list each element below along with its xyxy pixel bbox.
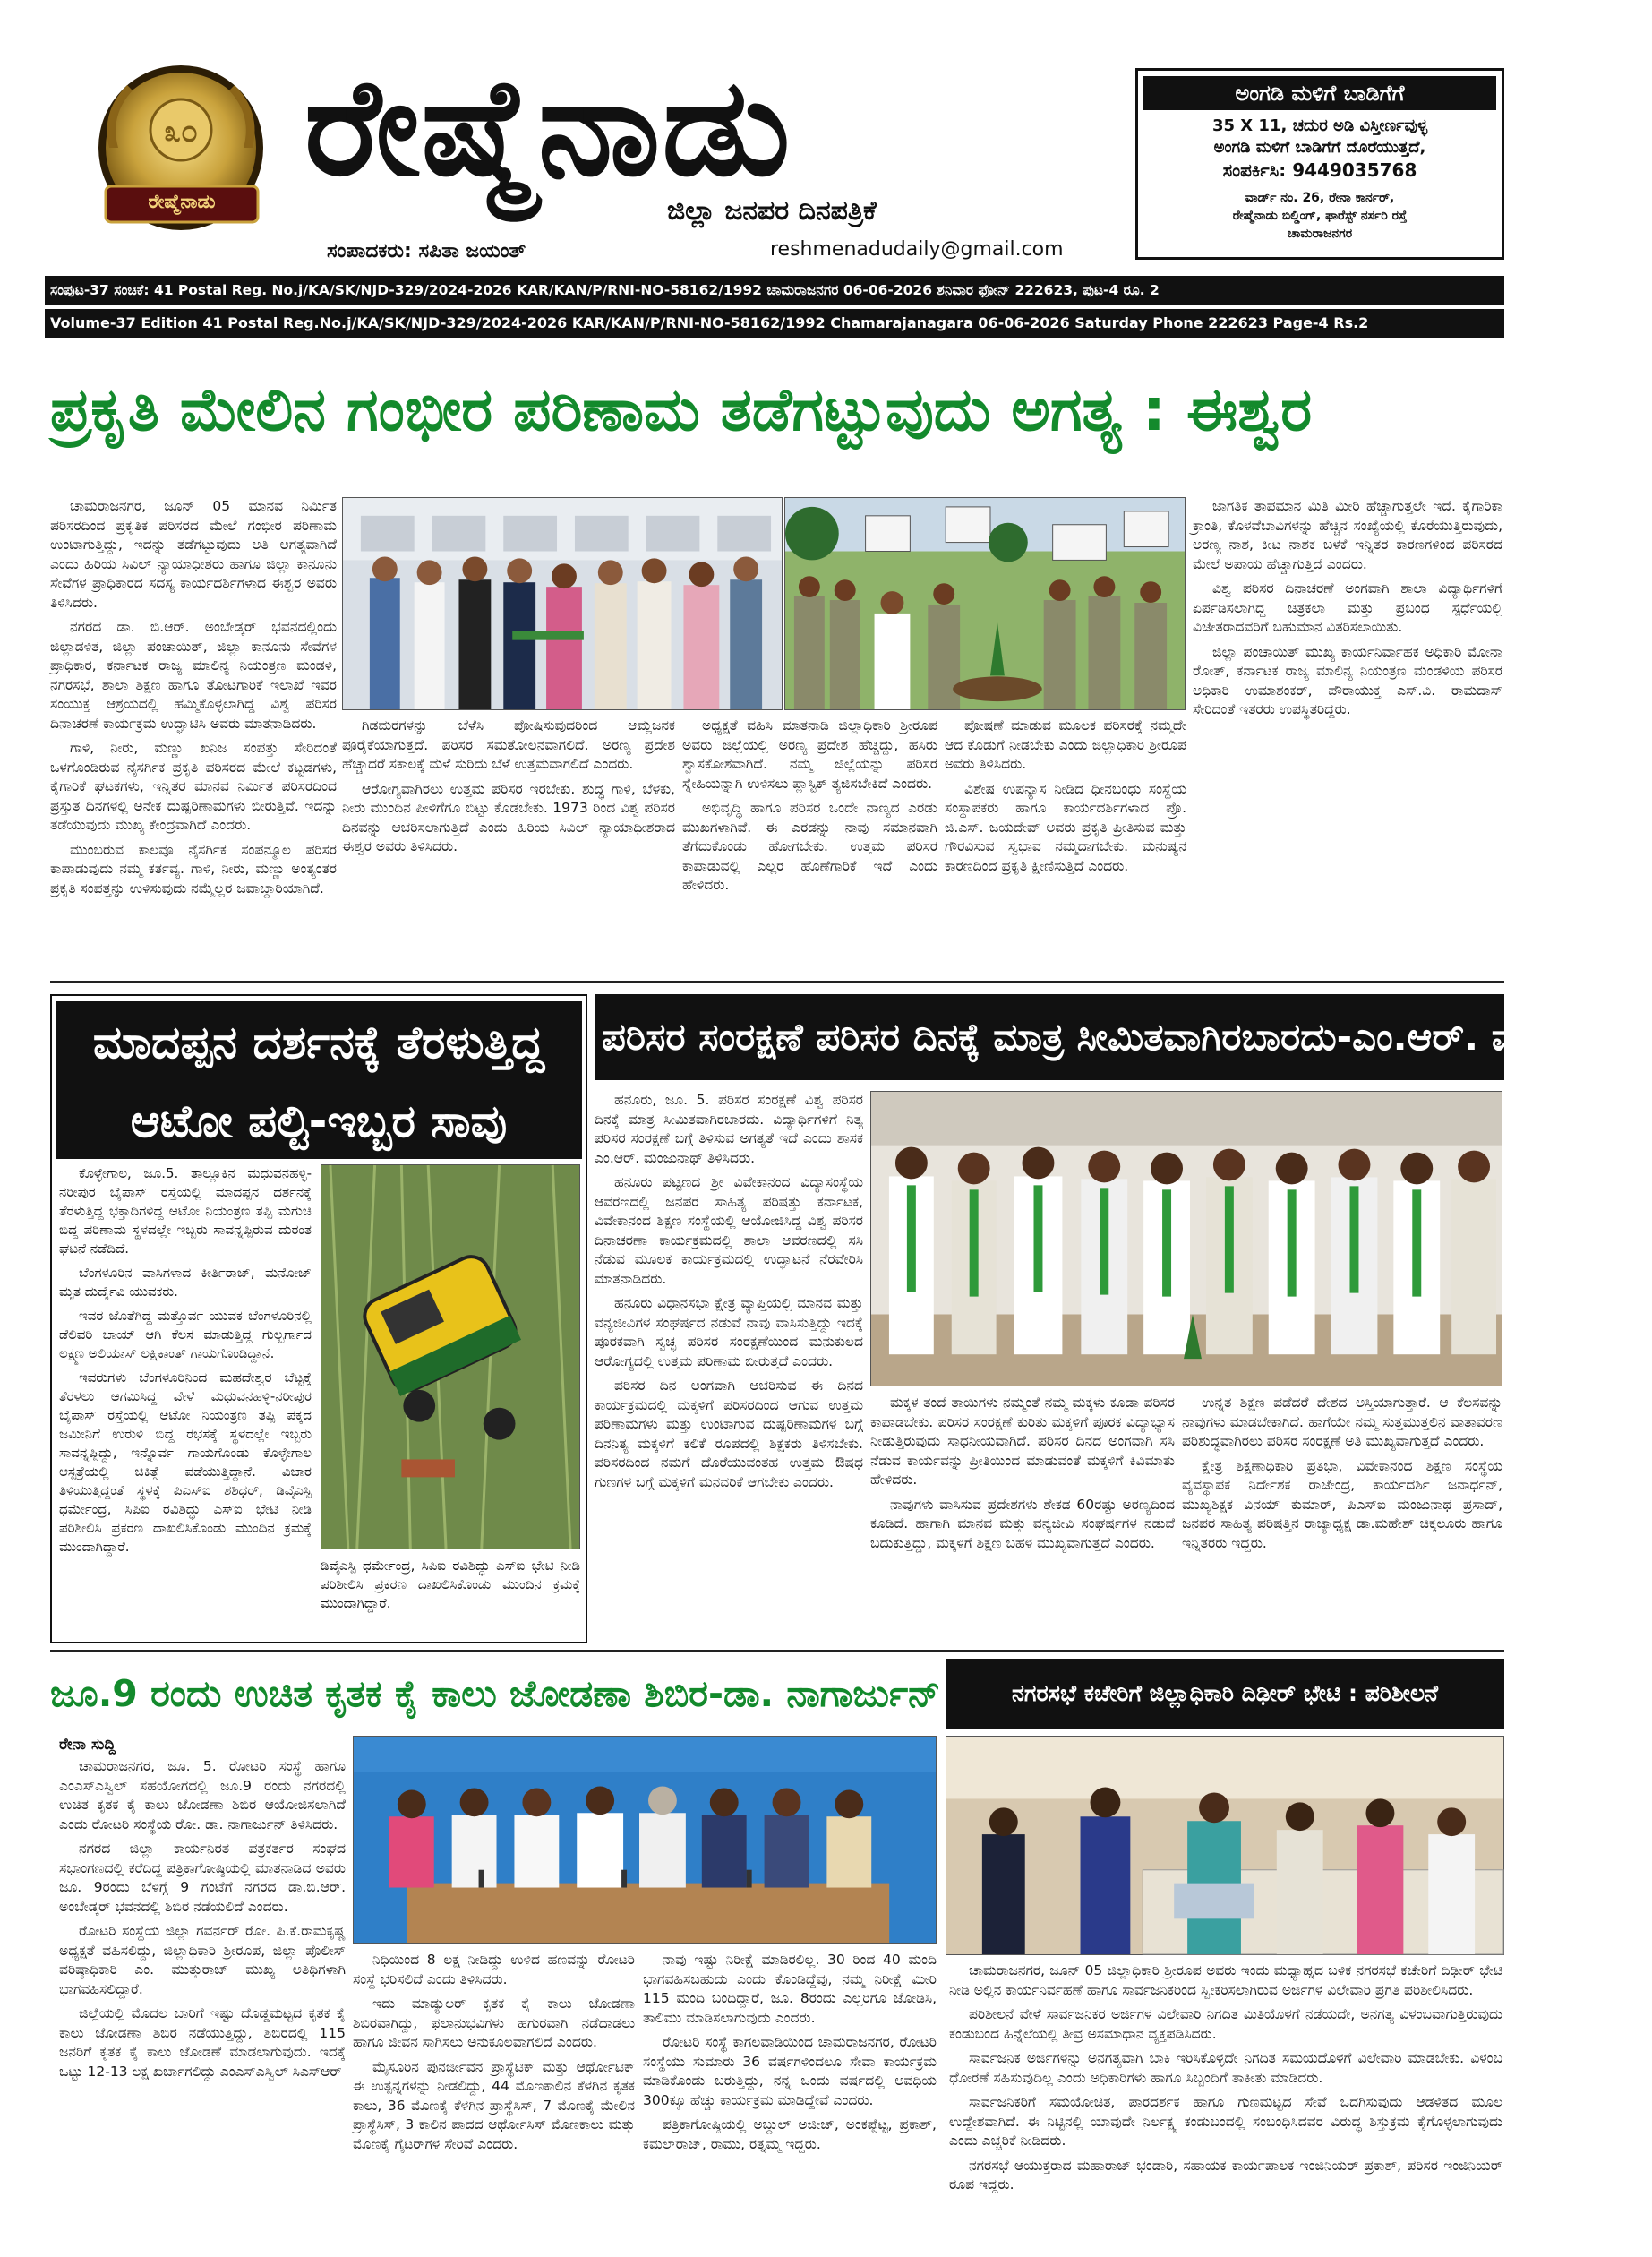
env-column-3 <box>1182 1394 1502 1628</box>
editor-name: ಸಂಪಾದಕರು: ಸಪಿತಾ ಜಯಂತ್ <box>327 240 526 262</box>
paragraph: ಇವರುಗಳು ಬೆಂಗಳೂರಿನಿಂದ ಮಹದೇಶ್ವರ ಬೆಟ್ಟಕ್ಕೆ ತೆರಳಲು ಆಗಮಿಸಿದ್ದ ವೇಳೆ ಮಧುವನಹಳ್ಳಿ-ನರೀಪುರ ಬೈಪಾಸ್ ರಸ್ತೆಯಲ್ಲಿ ಆಟೋ ನಿಯಂತ್ರಣ ತಪ್ಪಿ ಪಕ್ಕದ ಜಮೀನಿಗೆ ಉರುಳಿ ಬಿದ್ದ ರಭಸಕ್ಕೆ ಸ್ಥಳದಲ್ಲೇ ಇಬ್ಬರು ಸಾವನ್ನಪ್ಪಿದ್ದು, ಇನ್ನೊರ್ವ ಗಾಯಗೊಂಡು ಕೊಳ್ಳೇಗಾಲ ಆಸ್ಪತ್ರೆಯಲ್ಲಿ ಚಿಕಿತ್ಸೆ ಪಡೆಯುತ್ತಿದ್ದಾನೆ. ವಿಚಾರ ತಿಳಿಯುತ್ತಿದ್ದಂತೆ ಸ್ಥಳಕ್ಕೆ ಪಿಎಸ್ಐ ಶಶಿಧರ್, ಡಿವೈಎಸ್ಪಿ ಧರ್ಮೇಂದ್ರ, ಸಿಪಿಐ ರವಿಶಿದ್ಧು ಎಸ್‌ಐ ಭೇಟಿ ನೀಡಿ ಪರಿಶೀಲಿಸಿ ಪ್ರಕರಣ ದಾಖಲಿಸಿಕೊಂಡು ಮುಂದಿನ ಕ್ರಮಕ್ಕೆ ಮುಂದಾಗಿದ್ದಾರೆ. <box>59 1369 312 1555</box>
email-address[interactable]: reshmenadudaily@gmail.com <box>770 238 1064 261</box>
paragraph: ನಾವುಗಳು ವಾಸಿಸುವ ಪ್ರದೇಶಗಳು ಶೇಕಡ 60ರಷ್ಟು ಅರಣ್ಯದಿಂದ ಕೂಡಿದೆ. ಹಾಗಾಗಿ ಮಾನವ ಮತ್ತು ವನ್ಯಜೀವಿ ಸಂಘರ್ಷಗಳ ನಡುವೆ ಬದುಕುತ್ತಿದ್ದು, ಮಕ್ಕಳಿಗೆ ಶಿಕ್ಷಣ ಬಹಳ ಮುಖ್ಯವಾಗುತ್ತದೆ ಎಂದರು. <box>870 1496 1175 1551</box>
main-headline: ಪ್ರಕೃತಿ ಮೇಲಿನ ಗಂಭೀರ ಪರಿಣಾಮ ತಡೆಗಟ್ಟುವುದು ಅಗತ್ಯ : ಈಶ್ವರ <box>50 375 1313 444</box>
ad-address-1: ವಾರ್ಡ್ ನಂ. 26, ರೇನಾ ಕಾರ್ನರ್, <box>1245 191 1395 205</box>
rental-ad-box <box>1135 68 1504 260</box>
paragraph: ಜಿಲ್ಲೆಯಲ್ಲಿ ಮೊದಲ ಬಾರಿಗೆ ಇಷ್ಟು ದೊಡ್ಡಮಟ್ಟದ ಕೃತಕ ಕೈ ಕಾಲು ಜೋಡಣಾ ಶಿಬಿರ ನಡೆಯುತ್ತಿದ್ದು, ಶಿಬಿರದಲ್ಲಿ 115 ಜನರಿಗೆ ಕೃತಕ ಕೈ ಕಾಲು ಜೋಡಣೆ ಮಾಡಲಾಗುವುದು. ಇದಕ್ಕೆ ಒಟ್ಟು 12-13 ಲಕ್ಷ ಖರ್ಚಾಗಲಿದ್ದು ಎಂಎಸ್ಎಸ್ವಿಲ್ ಸಿಎಸ್ಆರ್ <box>59 2005 346 2080</box>
info-bar-english: Volume-37 Edition 41 Postal Reg.No.j/KA/SK/NJD-329/2024-2026 KAR/KAN/P/RNI-NO-58162/1992 Chamarajanagara 06-06-2026 Saturday Phone 222623 Page-4 Rs.2 <box>45 309 1504 338</box>
paragraph: ಕ್ಷೇತ್ರ ಶಿಕ್ಷಣಾಧಿಕಾರಿ ಪ್ರತಿಭಾ, ವಿವೇಕಾನಂದ ಶಿಕ್ಷಣ ಸಂಸ್ಥೆಯ ವ್ಯವಸ್ಥಾಪಕ ನಿರ್ದೇಶಕ ರಾಜೇಂದ್ರ, ಕಾರ್ಯದರ್ಶಿ ಜನಾರ್ಧನ್, ಮುಖ್ಯಶಿಕ್ಷಕ ವಿನಯ್ ಕುಮಾರ್, ಪಿಎಸ್ಐ ಮಂಜುನಾಥ ಪ್ರಸಾದ್, ಜನಪರ ಸಾಹಿತ್ಯ ಪರಿಷತ್ತಿನ ರಾಜ್ಯಾಧ್ಯಕ್ಷ ಡಾ.ಮಹೇಶ್ ಚಿಕ್ಕಲೂರು ಹಾಗೂ ಇನ್ನಿತರರು ಇದ್ದರು. <box>1182 1457 1502 1551</box>
accident-body <box>59 1164 312 1635</box>
paragraph: ರೋಟರಿ ಸಂಸ್ಥೆ ಕಾಗಲವಾಡಿಯಿಂದ ಚಾಮರಾಜನಗರ, ರೋಟರಿ ಸಂಸ್ಥೆಯು ಸುಮಾರು 36 ವರ್ಷಗಳಿಂದಲೂ ಸೇವಾ ಕಾರ್ಯಕ್ರಮ ಮಾಡಿಕೊಂಡು ಬರುತ್ತಿದ್ದು, ನನ್ನ ಒಂದು ವರ್ಷದಲ್ಲಿ ಅವಧಿಯ 300ಕ್ಕೂ ಹೆಚ್ಚು ಕಾರ್ಯಕ್ರಮ ಮಾಡಿದ್ದೇವೆ ಎಂದರು. <box>643 2034 937 2108</box>
limb-byline: ರೇನಾ ಸುದ್ದಿ <box>59 1736 116 1754</box>
paragraph: ಪೋಷಣೆ ಮಾಡುವ ಮೂಲಕ ಪರಿಸರಕ್ಕೆ ನಮ್ಮದೇ ಆದ ಕೊಡುಗೆ ನೀಡಬೇಕು ಎಂದು ಜಿಲ್ಲಾಧಿಕಾರಿ ಶ್ರೀರೂಪ ಅವರು ತಿಳಿಸಿದರು. <box>945 717 1186 772</box>
paragraph: ಚಾಮರಾಜನಗರ, ಜೂನ್ 05 ಜಿಲ್ಲಾಧಿಕಾರಿ ಶ್ರೀರೂಪ ಅವರು ಇಂದು ಮಧ್ಯಾಹ್ನದ ಬಳಿಕ ನಗರಸಭೆ ಕಚೇರಿಗೆ ದಿಢೀರ್ ಭೇಟಿ ನೀಡಿ ಅಲ್ಲಿನ ಕಾರ್ಯನಿರ್ವಹಣೆ ಹಾಗೂ ಸಾರ್ವಜನಿಕರಿಂದ ಸ್ವೀಕರಿಸಲಾಗಿರುವ ಅರ್ಜಿಗಳ ವಿಲೇವಾರಿ ಪ್ರಗತಿ ಪರಿಶೀಲಿಸಿದರು. <box>949 1962 1502 1998</box>
ad-line-1: 35 X 11, ಚದುರ ಅಡಿ ವಿಸ್ತೀರ್ಣವುಳ್ಳ <box>1211 116 1428 135</box>
info-bar-kannada: ಸಂಪುಟ-37 ಸಂಚಿಕೆ: 41 Postal Reg. No.j/KA/SK/NJD-329/2024-2026 KAR/KAN/P/RNI-NO-58162/1992 ಚಾಮರಾಜನಗರ 06-06-2026 ಶನಿವಾರ ಫೋನ್ 222623, ಪುಟ-4 ರೂ. 2 <box>45 276 1504 305</box>
dc-body <box>949 1961 1502 2248</box>
section-divider <box>50 981 1504 983</box>
paragraph: ಮುಂಬರುವ ಕಾಲವೂ ನೈಸರ್ಗಿಕ ಸಂಪನ್ಮೂಲ ಪರಿಸರ ಕಾಪಾಡುವುದು ನಮ್ಮ ಕರ್ತವ್ಯ. ಗಾಳಿ, ನೀರು, ಮಣ್ಣು ಅಂತ್ಯಂತರ ಪ್ರಕೃತಿ ಸಂಪತ್ತನ್ನು ಉಳಿಸುವುದು ನಮ್ಮೆಲ್ಲರ ಜವಾಬ್ದಾರಿಯಾಗಿದೆ. <box>50 841 337 897</box>
photo-env-group <box>870 1091 1502 1386</box>
env-headline: ಪರಿಸರ ಸಂರಕ್ಷಣೆ ಪರಿಸರ ದಿನಕ್ಕೆ ಮಾತ್ರ ಸೀಮಿತವಾಗಿರಬಾರದು-ಎಂ.ಆರ್. ಮಂಜುನಾಥ್ <box>602 1015 1652 1059</box>
svg-text:೩೦: ೩೦ <box>163 114 199 150</box>
photo-press-meet <box>353 1736 937 1944</box>
emblem-label: ರೇಷ್ಮೆನಾಡು <box>148 191 216 212</box>
paragraph: ಇವರ ಜೊತೆಗಿದ್ದ ಮತ್ತೊರ್ವ ಯುವಕ ಬೆಂಗಳೂರಿನಲ್ಲಿ ಡೆಲಿವರಿ ಬಾಯ್ ಆಗಿ ಕೆಲಸ ಮಾಡುತ್ತಿದ್ದ ಗುಲ್ಬರ್ಗಾದ ಲಕ್ಷ್ಮಣ ಅಲಿಯಾಸ್ ಲಕ್ಷಿಕಾಂತ್ ಗಾಯಗೊಂಡಿದ್ದಾನೆ. <box>59 1308 312 1361</box>
paragraph: ಪರಿಸರ ದಿನ ಅಂಗವಾಗಿ ಆಚರಿಸುವ ಈ ದಿನದ ಕಾರ್ಯಕ್ರಮದಲ್ಲಿ ಮಕ್ಕಳಿಗೆ ಪರಿಸರದಿಂದ ಆಗುವ ಉತ್ತಮ ಪರಿಣಾಮಗಳು ಮತ್ತು ಉಂಟಾಗುವ ದುಷ್ಪರಿಣಾಮಗಳ ಬಗ್ಗೆ ದಿನನಿತ್ಯ ಮಕ್ಕಳಿಗೆ ಕಲಿಕೆ ರೂಪದಲ್ಲಿ ಶಿಕ್ಷಕರು ತಿಳಿಸಬೇಕು. ಪರಿಸರದಿಂದ ನಮಗೆ ದೊರೆಯುವಂತಹ ಉತ್ತಮ ಔಷಧ ಗುಣಗಳ ಬಗ್ಗೆ ಮಕ್ಕಳಿಗೆ ಮನವರಿಕೆ ಆಗಬೇಕು ಎಂದರು. <box>595 1377 863 1490</box>
paragraph: ಸಾರ್ವಜನಿಕರಿಗೆ ಸಮಯೋಚಿತ, ಪಾರದರ್ಶಕ ಹಾಗೂ ಗುಣಮಟ್ಟದ ಸೇವೆ ಒದಗಿಸುವುದು ಆಡಳಿತದ ಮೂಲ ಉದ್ದೇಶವಾಗಿದೆ. ಈ ನಿಟ್ಟಿನಲ್ಲಿ ಯಾವುದೇ ನಿರ್ಲಕ್ಷ್ಯ ಕಂಡುಬಂದಲ್ಲಿ ಸಂಬಂಧಿಸಿದವರ ವಿರುದ್ಧ ಶಿಸ್ತುಕ್ರಮ ಕೈಗೊಳ್ಳಲಾಗುವುದು ಎಂದು ಎಚ್ಚರಿಕೆ ನೀಡಿದರು. <box>949 2094 1502 2149</box>
limb-camp-headline: ಜೂ.9 ರಂದು ಉಚಿತ ಕೃತಕ ಕೈ ಕಾಲು ಜೋಡಣಾ ಶಿಬಿರ-ಡಾ. ನಾಗಾರ್ಜುನ್ <box>50 1672 941 1715</box>
paragraph: ನಾವು ಇಷ್ಟು ನಿರೀಕ್ಷೆ ಮಾಡಿರಲಿಲ್ಲ. 30 ರಿಂದ 40 ಮಂದಿ ಭಾಗವಹಿಸಬಹುದು ಎಂದು ಕೊಂಡಿದ್ದೆವು, ನಮ್ಮ ನಿರೀಕ್ಷೆ ಮೀರಿ 115 ಮಂದಿ ಬಂದಿದ್ದಾರೆ, ಜೂ. 8ರಂದು ಎಲ್ಲರಿಗೂ ಜೋಡಿಸಿ, ತಾಲಿಮು ಮಾಡಿಸಲಾಗುವುದು ಎಂದರು. <box>643 1952 937 2026</box>
limb-column-3 <box>643 1951 937 2248</box>
paragraph: ಮಕ್ಕಳ ತಂದೆ ತಾಯಿಗಳು ನಮ್ಮಂತೆ ನಮ್ಮ ಮಕ್ಕಳು ಕೂಡಾ ಪರಿಸರ ಕಾಪಾಡಬೇಕು. ಪರಿಸರ ಸಂರಕ್ಷಣೆ ಕುರಿತು ಮಕ್ಕಳಿಗೆ ಪೂರಕ ವಿದ್ಯಾಭ್ಯಾಸ ನೀಡುತ್ತಿರುವುದು ಸಾಧನೀಯವಾಗಿದೆ. ಪರಿಸರ ದಿನದ ಅಂಗವಾಗಿ ಸಸಿ ನೆಡುವ ಕಾರ್ಯವನ್ನು ಪ್ರೀತಿಯಿಂದ ಮಾಡುವಂತೆ ಮಕ್ಕಳಿಗೆ ಕಿವಿಮಾತು ಹೇಳಿದರು. <box>870 1395 1175 1488</box>
photo-overturned-auto <box>321 1164 580 1549</box>
env-column-2 <box>870 1394 1175 1628</box>
paragraph: ಜಾಗತಿಕ ತಾಪಮಾನ ಮಿತಿ ಮೀರಿ ಹೆಚ್ಚಾಗುತ್ತಲೇ ಇದೆ. ಕೈಗಾರಿಕಾ ಕ್ರಾಂತಿ, ಕೊಳವೆಬಾವಿಗಳನ್ನು ಹೆಚ್ಚಿನ ಸಂಖ್ಯೆಯಲ್ಲಿ ಕೊರೆಯುತ್ತಿರುವುದು, ಅರಣ್ಯ ನಾಶ, ಕೀಟ ನಾಶಕ ಬಳಕೆ ಇನ್ನಿತರ ಕಾರಣಗಳಿಂದ ಪರಿಸರದ ಮೇಲೆ ಅಪಾಯ ಹೆಚ್ಚಾಗುತ್ತಿದೆ ಎಂದರು. <box>1193 498 1502 572</box>
emblem-logo <box>90 63 273 255</box>
paragraph: ಗಾಳಿ, ನೀರು, ಮಣ್ಣು ಖನಿಜ ಸಂಪತ್ತು ಸೇರಿದಂತೆ ಒಳಗೊಂಡಿರುವ ನೈಸರ್ಗಿಕ ಪ್ರಕೃತಿ ಪರಿಸರದ ಮೇಲೆ ಕಟ್ಟಡಗಳು, ಕೈಗಾರಿಕೆ ಘಟಕಗಳು, ಇನ್ನಿತರ ಮಾನವ ನಿರ್ಮಿತ ಪರಿಸರದಿಂದ ಪ್ರಸ್ತುತ ದಿನಗಳಲ್ಲಿ ಅನೇಕ ದುಷ್ಪರಿಣಾಮಗಳು ಬೀರುತ್ತಿವೆ. ಇದನ್ನು ತಡೆಯುವುದು ಮುಖ್ಯ ಕೇಂದ್ರವಾಗಿದೆ ಎಂದರು. <box>50 740 337 833</box>
paragraph: ಆರೋಗ್ಯವಾಗಿರಲು ಉತ್ತಮ ಪರಿಸರ ಇರಬೇಕು. ಶುದ್ಧ ಗಾಳಿ, ಬೆಳಕು, ನೀರು ಮುಂದಿನ ಪೀಳಿಗೆಗೂ ಬಿಟ್ಟು ಕೊಡಬೇಕು. 1973 ರಿಂದ ವಿಶ್ವ ಪರಿಸರ ದಿನವನ್ನು ಆಚರಿಸಲಾಗುತ್ತಿದೆ ಎಂದು ಹಿರಿಯ ಸಿವಿಲ್ ನ್ಯಾಯಾಧೀಶರಾದ ಈಶ್ವರ ಅವರು ತಿಳಿಸಿದರು. <box>342 780 675 854</box>
paragraph: ಹನೂರು, ಜೂ. 5. ಪರಿಸರ ಸಂರಕ್ಷಣೆ ವಿಶ್ವ ಪರಿಸರ ದಿನಕ್ಕೆ ಮಾತ್ರ ಸೀಮಿತವಾಗಿರಬಾರದು. ವಿದ್ಯಾರ್ಥಿಗಳಿಗೆ ನಿತ್ಯ ಪರಿಸರ ಸಂರಕ್ಷಣೆ ಬಗ್ಗೆ ತಿಳಿಸುವ ಅಗತ್ಯತೆ ಇದೆ ಎಂದು ಶಾಸಕ ಎಂ.ಆರ್. ಮಂಜುನಾಥ್ ತಿಳಿಸಿದರು. <box>595 1092 863 1166</box>
accident-photo-caption: ಡಿವೈಎಸ್ಪಿ ಧರ್ಮೇಂದ್ರ, ಸಿಪಿಐ ರವಿಶಿದ್ಧು ಎಸ್‌ಐ ಭೇಟಿ ನೀಡಿ ಪರಿಶೀಲಿಸಿ ಪ್ರಕರಣ ದಾಖಲಿಸಿಕೊಂಡು ಮುಂದಿನ ಕ್ರಮಕ್ಕೆ ಮುಂದಾಗಿದ್ದಾರೆ. <box>321 1558 580 1611</box>
paragraph: ಗಿಡಮರಗಳನ್ನು ಬೆಳೆಸಿ ಪೋಷಿಸುವುದರಿಂದ ಆಮ್ಲಜನಕ ಪೂರೈಕೆಯಾಗುತ್ತದೆ. ಪರಿಸರ ಸಮತೋಲನವಾಗಲಿದೆ. ಅರಣ್ಯ ಪ್ರದೇಶ ಹೆಚ್ಚಾದರೆ ಸಕಾಲಕ್ಕೆ ಮಳೆ ಸುರಿದು ಬೆಳೆ ಉತ್ತಮವಾಗಲಿದೆ ಎಂದರು. <box>342 717 675 772</box>
limb-column-1 <box>59 1757 346 2248</box>
section-divider <box>50 1650 1504 1652</box>
main-column-3 <box>682 717 937 972</box>
ad-address-3: ಚಾಮರಾಜನಗರ <box>1287 227 1353 241</box>
paragraph: ನಗರದ ಜಿಲ್ಲಾ ಕಾರ್ಯನಿರತ ಪತ್ರಕರ್ತರ ಸಂಘದ ಸಭಾಂಗಣದಲ್ಲಿ ಕರೆದಿದ್ದ ಪತ್ರಿಕಾಗೋಷ್ಠಿಯಲ್ಲಿ ಮಾತನಾಡಿದ ಅವರು ಜೂ. 9ರಂದು ಬೆಳಿಗ್ಗೆ 9 ಗಂಟೆಗೆ ನಗರದ ಡಾ.ಬಿ.ಆರ್. ಅಂಬೇಡ್ಕರ್ ಭವನದಲ್ಲಿ ಶಿಬಿರ ನಡೆಯಲಿದೆ ಎಂದರು. <box>59 1841 346 1915</box>
paragraph: ಹನೂರು ವಿಧಾನಸಭಾ ಕ್ಷೇತ್ರ ವ್ಯಾಪ್ತಿಯಲ್ಲಿ ಮಾನವ ಮತ್ತು ವನ್ಯಜೀವಿಗಳ ಸಂಘರ್ಷದ ನಡುವೆ ನಾವು ವಾಸಿಸುತ್ತಿದ್ದು ಇದಕ್ಕೆ ಪೂರಕವಾಗಿ ಸ್ವಚ್ಛ ಪರಿಸರ ಸಂರಕ್ಷಣೆಯಿಂದ ಮನುಕುಲದ ಆರೋಗ್ಯದಲ್ಲಿ ಉತ್ತಮ ಪರಿಣಾಮ ಬೀರುತ್ತದೆ ಎಂದರು. <box>595 1295 863 1369</box>
dc-headline: ನಗರಸಭೆ ಕಚೇರಿಗೆ ಜಿಲ್ಲಾಧಿಕಾರಿ ದಿಢೀರ್ ಭೇಟಿ : ಪರಿಶೀಲನೆ <box>1012 1680 1438 1706</box>
paragraph: ವಿಶೇಷ ಉಪನ್ಯಾಸ ನೀಡಿದ ಧೀನಬಂಧು ಸಂಸ್ಥೆಯ ಸಂಸ್ಥಾಪಕರು ಹಾಗೂ ಕಾರ್ಯದರ್ಶಿಗಳಾದ ಪ್ರೊ. ಜಿ.ಎಸ್. ಜಯದೇವ್ ಅವರು ಪ್ರಕೃತಿ ಪ್ರೀತಿಸುವ ಮತ್ತು ಗೌರವಿಸುವ ಸ್ವಭಾವ ನಮ್ಮದಾಗಬೇಕು. ಮನುಷ್ಯನ ಕಾರಣದಿಂದ ಪ್ರಕೃತಿ ಕ್ಷೀಣಿಸುತ್ತಿದೆ ಎಂದರು. <box>945 780 1186 874</box>
paragraph: ಪತ್ರಿಕಾಗೋಷ್ಠಿಯಲ್ಲಿ ಅಬ್ದುಲ್ ಅಜೀಜ್, ಅಂಕಪ್ಪೆಟ್ಟ, ಪ್ರಕಾಶ್, ಕಮಲ್‌ರಾಜ್, ರಾಮು, ರತ್ನಮ್ಮ ಇದ್ದರು. <box>643 2116 937 2152</box>
paragraph: ನಗರದ ಡಾ. ಬಿ.ಆರ್. ಅಂಬೇಡ್ಕರ್ ಭವನದಲ್ಲಿಂದು ಜಿಲ್ಲಾಡಳಿತ, ಜಿಲ್ಲಾ ಪಂಚಾಯಿತ್, ಜಿಲ್ಲಾ ಕಾನೂನು ಸೇವೆಗಳ ಪ್ರಾಧಿಕಾರ, ಕರ್ನಾಟಕ ರಾಜ್ಯ ಮಾಲಿನ್ಯ ನಿಯಂತ್ರಣ ಮಂಡಳಿ, ನಗರಸಭೆ, ಶಾಲಾ ಶಿಕ್ಷಣ ಹಾಗೂ ತೋಟಗಾರಿಕೆ ಇಲಾಖೆ ಇವರ ಸಂಯುಕ್ತ ಆಶ್ರಯದಲ್ಲಿ ಹಮ್ಮಿಕೊಳ್ಳಲಾಗಿದ್ದ ವಿಶ್ವ ಪರಿಸರ ದಿನಾಚರಣೆ ಕಾರ್ಯಕ್ರಮ ಉದ್ಘಾಟಿಸಿ ಅವರು ಮಾತನಾಡಿದರು. <box>50 619 337 732</box>
paragraph: ಮೈಸೂರಿನ ಪುನರ್ಜೀವನ ಪ್ರಾಸ್ಥೆಟಿಕ್ ಮತ್ತು ಆರ್ಥೋಟಿಕ್ ಈ ಉತ್ಪನ್ನಗಳನ್ನು ನೀಡಲಿದ್ದು, 44 ಮೊಣಕಾಲಿನ ಕೆಳಗಿನ ಕೃತಕ ಕಾಲು, 36 ಮೊಣಕೈ ಕೆಳಗಿನ ಪ್ರಾಸ್ಥೆಸಿಸ್, 7 ಮೊಣಕೈ ಮೇಲಿನ ಪ್ರಾಸ್ಥೆಸಿಸ್, 3 ಕಾಲಿನ ಪಾದದ ಆರ್ಥೋಸಿಸ್ ಮೊಣಕಾಲು ಮತ್ತು ಮೊಣಕೈ ಗೈಟರ್‌ಗಳ ಸೇರಿವೆ ಎಂದರು. <box>353 2058 635 2152</box>
main-column-5 <box>1193 497 1502 972</box>
main-column-2 <box>342 717 675 972</box>
paragraph: ಚಾಮರಾಜನಗರ, ಜೂನ್ 05 ಮಾನವ ನಿರ್ಮಿತ ಪರಿಸರದಿಂದ ಪ್ರಕೃತಿಕ ಪರಿಸರದ ಮೇಲೆ ಗಂಭೀರ ಪರಿಣಾಮ ಉಂಟಾಗುತ್ತಿದ್ದು, ಇದನ್ನು ತಡೆಗಟ್ಟುವುದು ಅತಿ ಅಗತ್ಯವಾಗಿದೆ ಎಂದು ಹಿರಿಯ ಸಿವಿಲ್ ನ್ಯಾಯಾಧೀಶರು ಹಾಗೂ ಜಿಲ್ಲಾ ಕಾನೂನು ಸೇವೆಗಳ ಪ್ರಾಧಿಕಾರದ ಸದಸ್ಯ ಕಾರ್ಯದರ್ಶಿಗಳಾದ ಈಶ್ವರ ಅವರು ತಿಳಿಸಿದರು. <box>50 498 337 611</box>
paragraph: ರೋಟರಿ ಸಂಸ್ಥೆಯ ಜಿಲ್ಲಾ ಗವರ್ನರ್ ರೋ. ಪಿ.ಕೆ.ರಾಮಕೃಷ್ಣ ಅಧ್ಯಕ್ಷತೆ ವಹಿಸಲಿದ್ದು, ಜಿಲ್ಲಾಧಿಕಾರಿ ಶ್ರೀರೂಪ, ಜಿಲ್ಲಾ ಪೊಲೀಸ್ ವರಿಷ್ಠಾಧಿಕಾರಿ ಎಂ. ಮುತ್ತುರಾಜ್ ಮುಖ್ಯ ಅತಿಥಿಗಳಾಗಿ ಭಾಗವಹಿಸಲಿದ್ದಾರೆ. <box>59 1923 346 1997</box>
ad-contact: ಸಂಪರ್ಕಿಸಿ: 9449035768 <box>1222 159 1417 181</box>
paragraph: ಉನ್ನತ ಶಿಕ್ಷಣ ಪಡೆದರೆ ದೇಶದ ಅಸ್ತಿಯಾಗುತ್ತಾರೆ. ಆ ಕೆಲಸವನ್ನು ನಾವುಗಳು ಮಾಡಬೇಕಾಗಿದೆ. ಹಾಗೆಯೇ ನಮ್ಮ ಸುತ್ತಮುತ್ತಲಿನ ವಾತಾವರಣ ಪರಿಶುದ್ಧವಾಗಿರಲು ಪರಿಸರ ಸಂರಕ್ಷಣೆ ಅತಿ ಮುಖ್ಯವಾಗುತ್ತದೆ ಎಂದರು. <box>1182 1395 1502 1449</box>
paragraph: ನಿಧಿಯಿಂದ 8 ಲಕ್ಷ ನೀಡಿದ್ದು ಉಳಿದ ಹಣವನ್ನು ರೋಟರಿ ಸಂಸ್ಥೆ ಭರಿಸಲಿದೆ ಎಂದು ತಿಳಿಸಿದರು. <box>353 1952 635 1987</box>
main-column-4 <box>945 717 1186 972</box>
photo-ceremony-stage <box>342 497 783 710</box>
paragraph: ಇದು ಮಾಡ್ಯುಲರ್ ಕೃತಕ ಕೈ ಕಾಲು ಜೋಡಣಾ ಶಿಬಿರವಾಗಿದ್ದು, ಫಲಾನುಭವಿಗಳು ಹಗುರವಾಗಿ ನಡೆದಾಡಲು ಹಾಗೂ ಜೀವನ ಸಾಗಿಸಲು ಅನುಕೂಲವಾಗಲಿದೆ ಎಂದರು. <box>353 1995 635 2050</box>
paragraph: ಅಭಿವೃದ್ಧಿ ಹಾಗೂ ಪರಿಸರ ಒಂದೇ ನಾಣ್ಯದ ಎರಡು ಮುಖಗಳಾಗಿವೆ. ಈ ಎರಡನ್ನು ನಾವು ಸಮಾನವಾಗಿ ತೆಗೆದುಕೊಂಡು ಹೋಗಬೇಕು. ಉತ್ತಮ ಪರಿಸರ ಕಾಪಾಡುವಲ್ಲಿ ಎಲ್ಲರ ಹೊಣೆಗಾರಿಕೆ ಇದೆ ಎಂದು ಹೇಳಿದರು. <box>682 800 937 893</box>
ad-title: ಅಂಗಡಿ ಮಳಿಗೆ ಬಾಡಿಗೆಗೆ <box>1143 76 1496 110</box>
masthead-title: ರೇಷ್ಮೆನಾಡು <box>304 50 792 206</box>
paragraph: ಬೆಂಗಳೂರಿನ ವಾಸಿಗಳಾದ ಕೀರ್ತಿರಾಜ್, ಮನೋಜ್ ಮೃತ ದುರ್ದೈವಿ ಯುವಕರು. <box>59 1265 312 1300</box>
paragraph: ಹನೂರು ಪಟ್ಟಣದ ಶ್ರೀ ವಿವೇಕಾನಂದ ವಿದ್ಯಾಸಂಸ್ಥೆಯ ಆವರಣದಲ್ಲಿ ಜನಪರ ಸಾಹಿತ್ಯ ಪರಿಷತ್ತು ಕರ್ನಾಟಕ, ವಿವೇಕಾನಂದ ಶಿಕ್ಷಣ ಸಂಸ್ಥೆಯಲ್ಲಿ ಆಯೋಜಿಸಿದ್ದ ವಿಶ್ವ ಪರಿಸರ ದಿನಾಚರಣಾ ಕಾರ್ಯಕ್ರಮದಲ್ಲಿ ಶಾಲಾ ಆವರಣದಲ್ಲಿ ಸಸಿ ನೆಡುವ ಮೂಲಕ ಕಾರ್ಯಕ್ರಮದಲ್ಲಿ ಉದ್ಘಾಟನೆ ನೆರವೇರಿಸಿ ಮಾತನಾಡಿದರು. <box>595 1174 863 1287</box>
accident-headline-line-2: ಆಟೋ ಪಲ್ಟಿ-ಇಬ್ಬರ ಸಾವು <box>56 1084 582 1159</box>
paragraph: ಪರಿಶೀಲನೆ ವೇಳೆ ಸಾರ್ವಜನಿಕರ ಅರ್ಜಿಗಳ ವಿಲೇವಾರಿ ನಿಗದಿತ ಮಿತಿಯೊಳಗೆ ನಡೆಯದೇ, ಅನಗತ್ಯ ವಿಳಂಬವಾಗುತ್ತಿರುವುದು ಕಂಡುಬಂದ ಹಿನ್ನೆಲೆಯಲ್ಲಿ ತೀವ್ರ ಅಸಮಾಧಾನ ವ್ಯಕ್ತಪಡಿಸಿದರು. <box>949 2006 1502 2042</box>
accident-headline-line-1: ಮಾದಪ್ಪನ ದರ್ಶನಕ್ಕೆ ತೆರಳುತ್ತಿದ್ದ <box>56 1001 582 1084</box>
limb-column-2 <box>353 1951 635 2248</box>
paragraph: ನಗರಸಭೆ ಆಯುಕ್ತರಾದ ಮಹಾರಾಜ್ ಭಂಡಾರಿ, ಸಹಾಯಕ ಕಾರ್ಯಪಾಲಕ ಇಂಜಿನಿಯರ್ ಪ್ರಕಾಶ್, ಪರಿಸರ ಇಂಜಿನಿಯರ್ ರೂಪ ಇದ್ದರು. <box>949 2157 1502 2193</box>
photo-plantation <box>784 497 1186 710</box>
ad-address-2: ರೇಷ್ಮೆನಾಡು ಬಿಲ್ಡಿಂಗ್, ಫಾರೆಸ್ಟ್ ನರ್ಸರಿ ರಸ್ತೆ <box>1232 209 1408 223</box>
paragraph: ವಿಶ್ವ ಪರಿಸರ ದಿನಾಚರಣೆ ಅಂಗವಾಗಿ ಶಾಲಾ ವಿದ್ಯಾರ್ಥಿಗಳಿಗೆ ಏರ್ಪಡಿಸಲಾಗಿದ್ದ ಚಿತ್ರಕಲಾ ಮತ್ತು ಪ್ರಬಂಧ ಸ್ಪರ್ಧೆಯಲ್ಲಿ ವಿಜೇತರಾದವರಿಗೆ ಬಹುಮಾನ ವಿತರಿಸಲಾಯಿತು. <box>1193 580 1502 635</box>
paragraph: ಸಾರ್ವಜನಿಕ ಅರ್ಜಿಗಳನ್ನು ಅನಗತ್ಯವಾಗಿ ಬಾಕಿ ಇರಿಸಿಕೊಳ್ಳದೇ ನಿಗದಿತ ಸಮಯದೊಳಗೆ ವಿಲೇವಾರಿ ಮಾಡಬೇಕು. ವಿಳಂಬ ಧೋರಣೆ ಸಹಿಸುವುದಿಲ್ಲ ಎಂದು ಅಧಿಕಾರಿಗಳು ಹಾಗೂ ಸಿಬ್ಬಂದಿಗೆ ತಾಕೀತು ಮಾಡಿದರು. <box>949 2050 1502 2086</box>
paragraph: ಚಾಮರಾಜನಗರ, ಜೂ. 5. ರೋಟರಿ ಸಂಸ್ಥೆ ಹಾಗೂ ಎಂಎಸ್ಎಸ್ವಿಲ್ ಸಹಯೋಗದಲ್ಲಿ ಜೂ.9 ರಂದು ನಗರದಲ್ಲಿ ಉಚಿತ ಕೃತಕ ಕೈ ಕಾಲು ಜೋಡಣಾ ಶಿಬಿರ ಆಯೋಜಿಸಲಾಗಿದೆ ಎಂದು ರೋಟರಿ ಸಂಸ್ಥೆಯ ರೋ. ಡಾ. ನಾಗಾರ್ಜುನ್ ತಿಳಿಸಿದರು. <box>59 1758 346 1832</box>
main-column-1 <box>50 497 337 972</box>
ad-line-2: ಅಂಗಡಿ ಮಳಿಗೆ ಬಾಡಿಗೆಗೆ ದೊರೆಯುತ್ತದೆ, <box>1213 138 1426 157</box>
paragraph: ಅಧ್ಯಕ್ಷತೆ ವಹಿಸಿ ಮಾತನಾಡಿ ಜಿಲ್ಲಾಧಿಕಾರಿ ಶ್ರೀರೂಪ ಅವರು ಜಿಲ್ಲೆಯಲ್ಲಿ ಅರಣ್ಯ ಪ್ರದೇಶ ಹೆಚ್ಚಿದ್ದು, ಹಸಿರು ಶ್ವಾಸಕೋಶವಾಗಿದೆ. ನಮ್ಮ ಜಿಲ್ಲೆಯನ್ನು ಪರಿಸರ ಸ್ನೇಹಿಯನ್ನಾಗಿ ಉಳಿಸಲು ಪ್ಲಾಸ್ಟಿಕ್ ತ್ಯಜಿಸಬೇಕಿದೆ ಎಂದರು. <box>682 717 937 792</box>
env-column-1 <box>595 1091 863 1628</box>
masthead-tagline: ಜಿಲ್ಲಾ ಜನಪರ ದಿನಪತ್ರಿಕೆ <box>667 195 877 227</box>
paragraph: ಜಿಲ್ಲಾ ಪಂಚಾಯಿತ್ ಮುಖ್ಯ ಕಾರ್ಯನಿರ್ವಾಹಕ ಅಧಿಕಾರಿ ಮೋನಾ ರೋತ್, ಕರ್ನಾಟಕ ರಾಜ್ಯ ಮಾಲಿನ್ಯ ನಿಯಂತ್ರಣ ಮಂಡಳಿಯ ಪರಿಸರ ಅಧಿಕಾರಿ ಉಮಾಶಂಕರ್, ಪೌರಾಯುಕ್ತ ಎಸ್.ವಿ. ರಾಮದಾಸ್ ಸೇರಿದಂತೆ ಇತರರು ಉಪಸ್ಥಿತರಿದ್ದರು. <box>1193 643 1502 717</box>
photo-dc-visit <box>946 1736 1504 1955</box>
paragraph: ಕೊಳ್ಳೇಗಾಲ, ಜೂ.5. ತಾಲ್ಲೂಕಿನ ಮಧುವನಹಳ್ಳಿ-ನರೀಪುರ ಬೈಪಾಸ್ ರಸ್ತೆಯಲ್ಲಿ ಮಾದಪ್ಪನ ದರ್ಶನಕ್ಕೆ ತೆರಳುತ್ತಿದ್ದ ಭಕ್ತಾದಿಗಳಿದ್ದ ಆಟೋ ನಿಯಂತ್ರಣ ತಪ್ಪಿ ಮಗುಚಿ ಬಿದ್ದ ಪರಿಣಾಮ ಸ್ಥಳದಲ್ಲೇ ಇಬ್ಬರು ಸಾವನ್ನಪ್ಪಿರುವ ದುರಂತ ಘಟನೆ ನಡೆದಿದೆ. <box>59 1165 312 1257</box>
